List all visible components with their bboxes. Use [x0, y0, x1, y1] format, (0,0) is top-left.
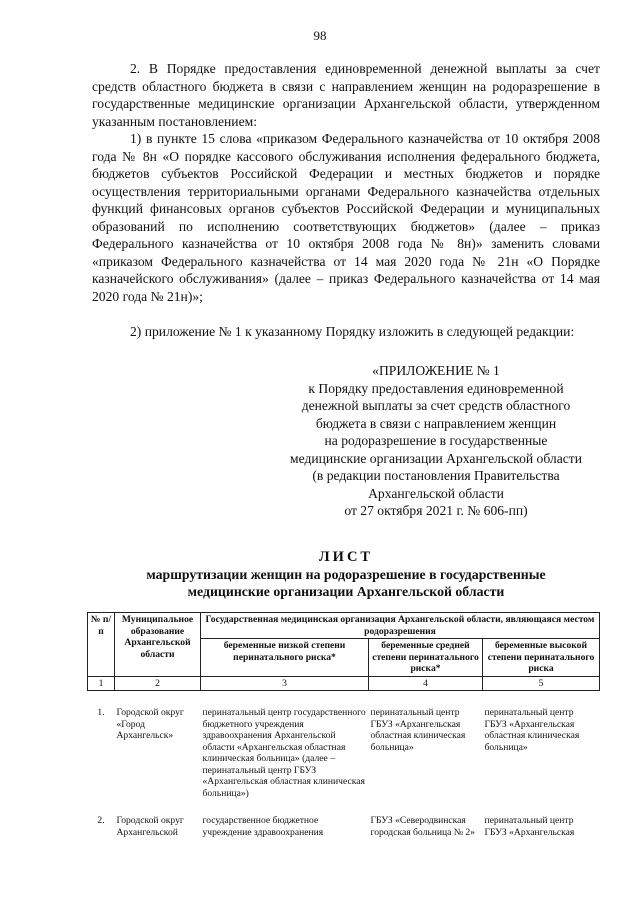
sheet-subtitle-line: маршрутизации женщин на родоразрешение в государственные	[146, 567, 546, 582]
appendix-line: медицинские организации Архангельской области	[289, 450, 582, 466]
appendix-line: на родоразрешение в государственные	[324, 433, 548, 448]
header-org-group: Государственная медицинская организация Архангельской области, являющаяся местом родоразрешения	[201, 613, 600, 639]
column-number: 2	[115, 676, 201, 691]
header-high-risk: беременные высокой степени перинатального риска	[483, 639, 600, 677]
row-number: 2.	[97, 815, 105, 826]
appendix-header	[268, 362, 604, 520]
header-medium-risk: беременные средней степени перинатального риска*	[369, 639, 483, 677]
paragraph-item-1: 1) в пункте 15 слова «приказом Федерального казначейства от 10 октября 2008 года № 8н «О порядке кассового обслуживания исполнения федерального бюджета, бюджетов субъектов Российской Федерации и местных бюджетов и порядке осуществления территориальными органами Федерального казначейства отдельных функций финансовых органов субъектов Российской Федерации и муниципальных образований по исполнению соответствующих бюджетов» (далее – приказ Федерального казначейства от 10 октября 2008 года № 8н)» заменить словами «приказом Федерального казначейства от 14 мая 2020 года № 21н «О Порядке казначейского обслуживания» (далее – приказ Федерального казначейства от 14 мая 2020 года № 21н)»;	[92, 131, 600, 304]
row-low-risk: государственное бюджетное учреждение здравоохранения	[202, 815, 324, 838]
appendix-line: от 27 октября 2021 г. № 606-пп)	[344, 503, 528, 518]
table-row	[88, 815, 600, 838]
row-municipality: Городской округ Архангельской	[116, 815, 184, 838]
paragraph-2: 2. В Порядке предоставления единовременной денежной выплаты за счет средств областного бюджета в связи с направлением женщин на родоразрешение в государственные медицинские организации Архангельской области, утвержденном указанным постановлением:	[92, 61, 600, 129]
row-high-risk: перинатальный центр ГБУЗ «Архангельская областная клиническая больница»	[484, 707, 580, 753]
sheet-title: ЛИСТ	[318, 549, 374, 565]
header-low-risk: беременные низкой степени перинатального риска*	[201, 639, 369, 677]
sheet-subtitle-line: медицинские организации Архангельской области	[187, 584, 505, 599]
appendix-line: (в редакции постановления Правительства	[312, 468, 560, 483]
paragraph-item-2: 2) приложение № 1 к указанному Порядку изложить в следующей редакции:	[130, 324, 575, 339]
row-number: 1.	[97, 707, 105, 718]
appendix-line: бюджета в связи с направлением женщин	[315, 415, 557, 431]
column-number: 5	[483, 676, 600, 691]
row-medium-risk: перинатальный центр ГБУЗ «Архангельская областная клиническая больница»	[370, 707, 466, 753]
routing-table	[87, 612, 600, 838]
row-high-risk: перинатальный центр ГБУЗ «Архангельская	[484, 815, 575, 838]
appendix-line: денежной выплаты за счет средств областного	[301, 398, 571, 413]
page-number: 98	[313, 28, 327, 43]
header-num: № п/п	[88, 613, 115, 677]
row-municipality: Городской округ «Город Архангельск»	[116, 707, 184, 741]
column-number: 3	[201, 676, 369, 691]
row-low-risk: перинатальный центр государственного бюджетного учреждения здравоохранения Архангельской области «Архангельская областная клиническая больница» (далее – перинатальный центр ГБУЗ «Архангельская областная клиническая больница»)	[202, 707, 366, 799]
column-number: 1	[88, 676, 115, 691]
appendix-line: Архангельской области	[368, 485, 504, 501]
appendix-line: к Порядку предоставления единовременной	[308, 380, 564, 396]
column-number: 4	[369, 676, 483, 691]
row-medium-risk: ГБУЗ «Северодвинская городская больница № 2»	[370, 815, 475, 838]
table-row	[88, 707, 600, 799]
appendix-line: «ПРИЛОЖЕНИЕ № 1	[372, 363, 500, 378]
sheet-heading	[92, 548, 600, 600]
header-municipality: Муниципальное образование Архангельской области	[115, 613, 201, 677]
